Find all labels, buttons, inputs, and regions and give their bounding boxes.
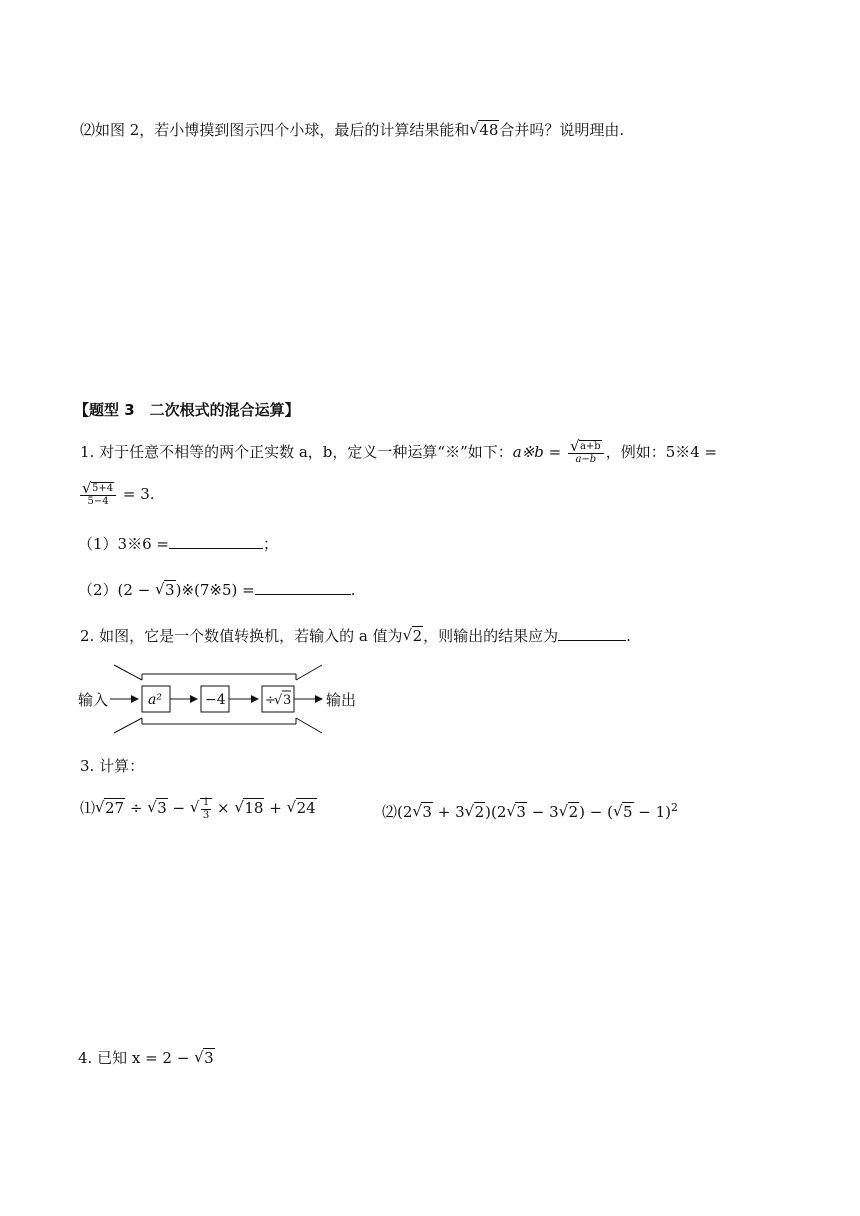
- machine-box1-text: a²: [148, 692, 162, 708]
- definition-fraction: √ $\frac{a+b}{a-b}$: [568, 441, 604, 466]
- answer-blank-3[interactable]: [558, 624, 626, 641]
- conversion-machine-diagram: [76, 662, 376, 736]
- machine-box3-radicand: 3: [283, 693, 292, 708]
- machine-box3-divide: ÷: [265, 693, 276, 708]
- machine-box2-text: −4: [205, 692, 226, 708]
- answer-blank-1[interactable]: [169, 532, 263, 549]
- sqrt-3: √ 3: [155, 578, 176, 602]
- example-fraction: √ $\frac{5+4}{5-4}$: [80, 483, 116, 508]
- example-label: ，例如：5※4 =: [605, 443, 718, 461]
- q2-part2-prefix: ⑵如图 2，若小博摸到图示四个小球，最后的计算结果能和: [80, 121, 470, 139]
- part2-label: （2）: [78, 581, 118, 599]
- q2-part2-suffix: 合并吗？说明理由.: [499, 121, 625, 139]
- problem3-part2: ⑵(2√ 3 + 3√ 2)(2√ 3 − 3√ 2) − (√ 5 − 1)$^2$: [382, 796, 678, 824]
- problem1-example-line: [78, 482, 155, 508]
- problem3-title: 3. 计算：: [80, 757, 145, 775]
- problem2-line: 2. 如图，它是一个数值转换机，若输入的 a 值为√ 2，则输出的结果应为 .: [80, 624, 631, 648]
- problem3-part1: ⑴√ 27 ÷ √ 3 − √ $\frac{1}{3}$ × √ 18 + √ 24: [80, 796, 317, 822]
- svg-text:√: √: [274, 693, 283, 708]
- problem1-intro: 1. 对于任意不相等的两个正实数 a，b，定义一种运算“※”如下：: [80, 443, 513, 461]
- answer-blank-2[interactable]: [255, 578, 351, 595]
- problem1-intro-line: [80, 440, 717, 466]
- part1-label: （1）3※6 =: [78, 535, 169, 553]
- sqrt-2: √ 2: [403, 624, 424, 648]
- example-result: = 3.: [122, 485, 155, 503]
- machine-output-label: 输出: [326, 691, 357, 709]
- problem1-part1: （1）3※6 = ；: [78, 532, 278, 556]
- q2-part2-line: [80, 118, 624, 142]
- problem4-line: 4. 已知 x = 2 − √ 3: [78, 1046, 215, 1070]
- sqrt-fraction: √ $\frac{1}{3}$: [190, 796, 212, 822]
- machine-input-label: 输入: [78, 691, 109, 709]
- section-title: 【题型 3 二次根式的混合运算】: [74, 401, 300, 419]
- definition-lhs: a※b =: [512, 443, 566, 461]
- sqrt-48: √ 48: [469, 118, 499, 142]
- problem1-part2: （2）(2 − √ 3)※(7※5) = .: [78, 578, 356, 602]
- sqrt-3-problem4: √ 3: [194, 1046, 215, 1070]
